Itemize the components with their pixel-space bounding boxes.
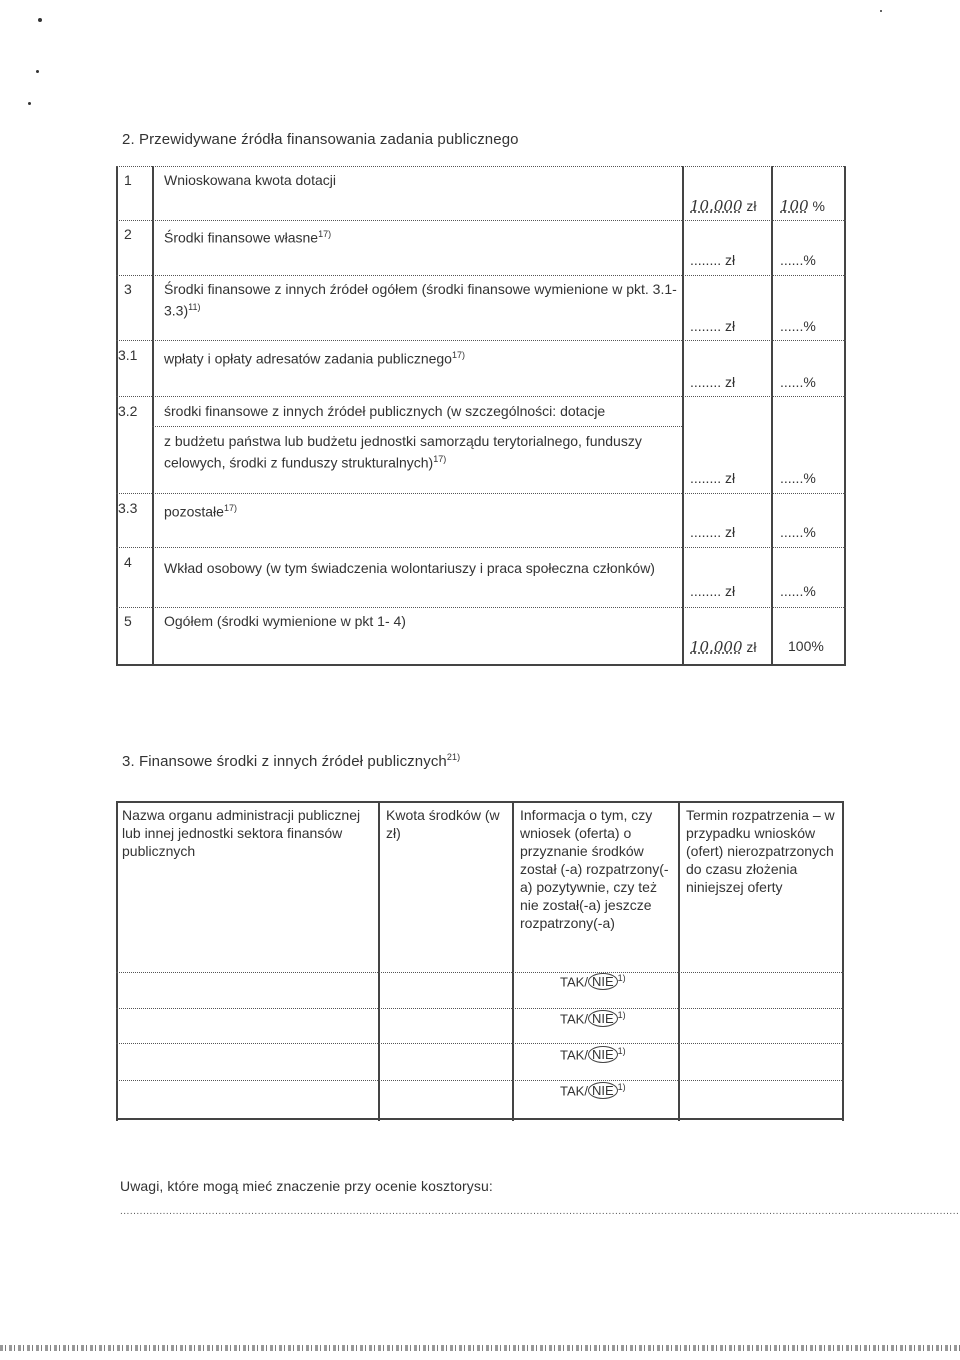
table-col-divider [152, 166, 154, 666]
amount-value: ........ zł [690, 318, 736, 334]
amount-value: ........ zł [690, 470, 736, 486]
table-border-bottom [116, 664, 846, 666]
tak-nie-choice[interactable]: TAK/ NIE $^{1)}$ [560, 1010, 626, 1027]
table-border-right [842, 801, 844, 1121]
row-label: Środki finansowe własne$^{17)}$ [164, 229, 332, 246]
table-border-top [116, 801, 844, 803]
percent-value: ......% [780, 470, 816, 486]
row-number: 3.2 [118, 403, 138, 419]
table-col-divider [378, 801, 380, 1121]
scan-speck [38, 18, 42, 22]
amount-value: 10.000 zł [690, 638, 757, 656]
row-divider [116, 1043, 844, 1045]
column-header-status: Informacja o tym, czy wniosek (oferta) o przyznanie środków został (-a) rozpatrzony(-a) pozytywnie, czy też nie został(-a) jeszcze rozpatrzony(-a) [520, 807, 669, 931]
row-number: 5 [124, 613, 132, 629]
row-label: Środki finansowe z innych źródeł ogółem (środki finansowe wymienione w pkt. 3.1-3.3)$^{11)}$ [164, 281, 677, 319]
percent-value: ......% [780, 374, 816, 390]
scan-speck [28, 102, 31, 105]
scan-speck [880, 10, 882, 12]
row-divider [116, 493, 846, 495]
amount-value: 10.000 zł [690, 197, 757, 215]
scan-speck [36, 70, 39, 73]
row-divider [116, 607, 846, 609]
percent-value: ......% [780, 318, 816, 334]
table-border-bottom [116, 1118, 844, 1120]
row-label: Ogółem (środki wymienione w pkt 1- 4) [164, 613, 406, 629]
row-label: Wnioskowana kwota dotacji [164, 172, 336, 188]
table-border-right [844, 166, 846, 666]
row-divider [116, 275, 846, 277]
row-number: 1 [124, 172, 132, 188]
row-divider [116, 1080, 844, 1082]
row-divider [152, 426, 682, 428]
row-label: pozostałe$^{17)}$ [164, 503, 237, 520]
row-label: środki finansowe z innych źródeł publicznych (w szczególności: dotacje [164, 403, 606, 419]
remarks-label: Uwagi, które mogą mieć znaczenie przy ocenie kosztorysu: [120, 1178, 493, 1194]
table-col-divider [678, 801, 680, 1121]
row-number: 2 [124, 226, 132, 242]
row-number: 3 [124, 281, 132, 297]
row-number: 3.1 [118, 347, 138, 363]
row-number: 4 [124, 554, 132, 570]
row-divider [116, 972, 844, 974]
row-divider [116, 396, 846, 398]
table-col-divider [771, 166, 773, 666]
row-label-continued: z budżetu państwa lub budżetu jednostki samorządu terytorialnego, funduszy celowych, środki z funduszy strukturalnych)$^{17)}$ [164, 433, 642, 471]
tak-nie-choice[interactable]: TAK/ NIE $^{1)}$ [560, 1046, 626, 1063]
percent-value: ......% [780, 252, 816, 268]
row-divider [116, 220, 846, 222]
amount-value: ........ zł [690, 583, 736, 599]
section-2-title: 2. Przewidywane źródła finansowania zadania publicznego [122, 131, 519, 148]
percent-value: 100 % [780, 197, 825, 215]
percent-value: ......% [780, 583, 816, 599]
table-col-divider [512, 801, 514, 1121]
section-3-title: 3. Finansowe środki z innych źródeł publicznych$^{21)}$ [122, 752, 461, 770]
percent-value: 100% [788, 638, 824, 654]
row-divider [116, 547, 846, 549]
row-number: 3.3 [118, 500, 138, 516]
percent-value: ......% [780, 524, 816, 540]
amount-value: ........ zł [690, 252, 736, 268]
table-col-divider [682, 166, 684, 666]
row-divider [116, 340, 846, 342]
row-label: wpłaty i opłaty adresatów zadania publicznego$^{17)}$ [164, 350, 465, 367]
column-header-amount: Kwota środków (w zł) [386, 807, 500, 841]
tak-nie-choice[interactable]: TAK/ NIE $^{1)}$ [560, 973, 626, 990]
amount-value: ........ zł [690, 374, 736, 390]
column-header-deadline: Termin rozpatrzenia – w przypadku wniosków (ofert) nierozpatrzonych do czasu złożenia niniejszej oferty [686, 807, 835, 895]
row-divider [116, 166, 846, 168]
row-label: Wkład osobowy (w tym świadczenia wolontariuszy i praca społeczna członków) [164, 560, 655, 576]
table-border-left [116, 801, 118, 1121]
row-divider [116, 1008, 844, 1010]
column-header-organ: Nazwa organu administracji publicznej lub innej jednostki sektora finansów publicznych [122, 807, 361, 859]
tak-nie-choice[interactable]: TAK/ NIE $^{1)}$ [560, 1082, 626, 1099]
remarks-dots[interactable]: ................................................................................................................................................................................................................................................................ [120, 1206, 960, 1217]
amount-value: ........ zł [690, 524, 736, 540]
scan-edge-artifact [0, 1345, 960, 1351]
